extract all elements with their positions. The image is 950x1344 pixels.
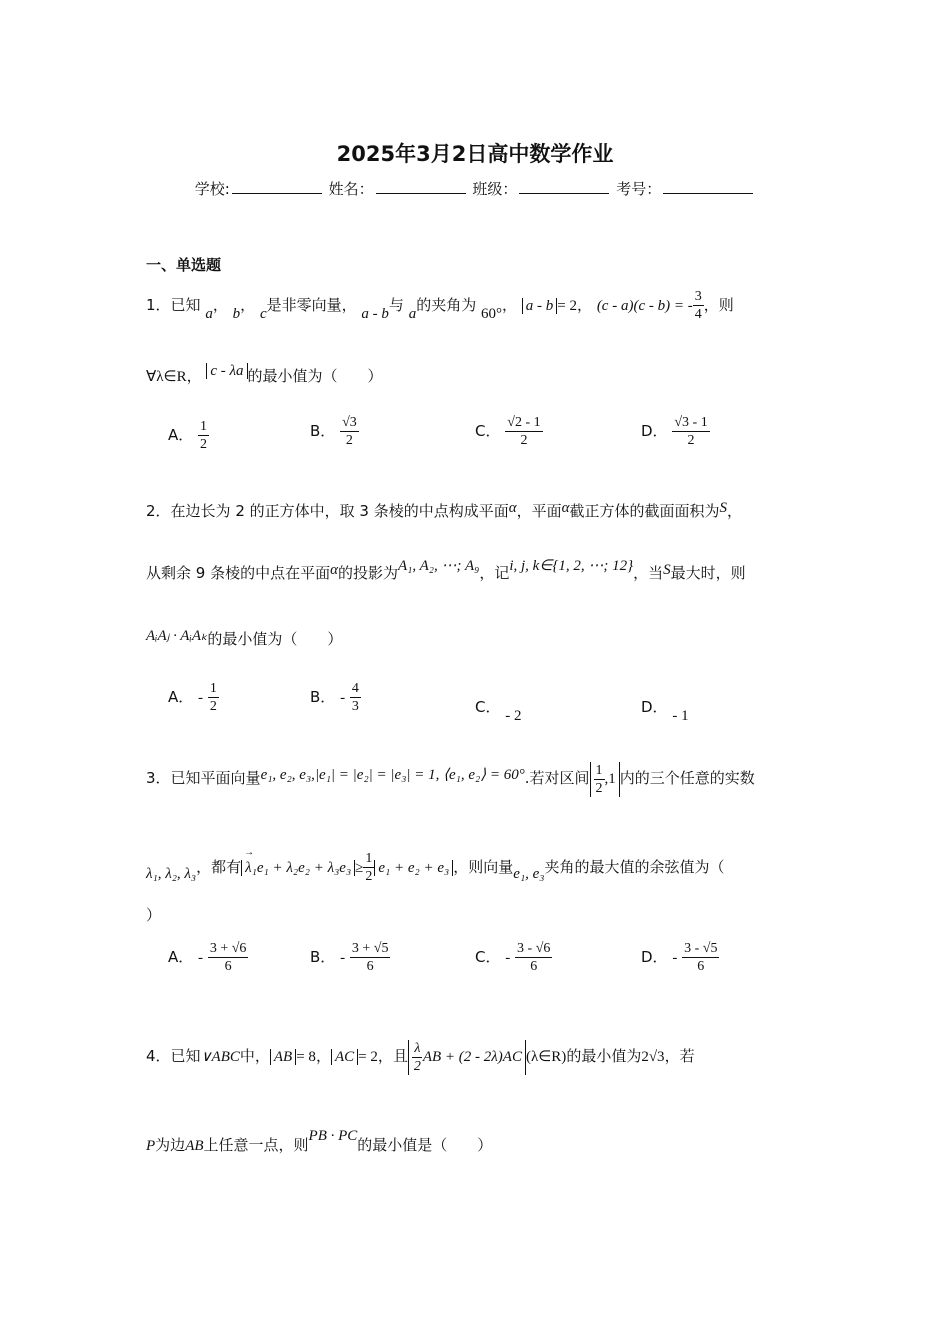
text: 最大时，则	[670, 564, 746, 582]
question-number: 3．	[146, 768, 171, 787]
numerator: 4	[351, 681, 359, 696]
text: ，记	[479, 564, 510, 582]
numerator: 1	[595, 763, 603, 778]
math-lambdas: λ₁, λ₂, λ₃	[146, 866, 197, 882]
minus-sign: -	[198, 690, 204, 706]
minus-sign: -	[340, 690, 346, 706]
text: 在边长为 2 的正方体中，取 3 条棱的中点构成平面	[170, 502, 509, 520]
option-label: A．	[168, 948, 194, 966]
denominator: 2	[209, 699, 217, 714]
math-e1-e3: e₁, e₃	[513, 866, 545, 882]
text: ，	[502, 296, 518, 314]
question-4-line-2	[146, 1128, 493, 1155]
question-3-line-1	[146, 762, 755, 797]
math-angle: 60°	[481, 306, 502, 322]
numerator: √3	[342, 415, 357, 430]
text: ，	[727, 502, 743, 520]
student-info-line	[0, 178, 950, 199]
question-4-line-1	[146, 1040, 695, 1075]
math-inequality-left: → λ₁e₁ + λ₂e₂ + λ₃e₃	[241, 860, 355, 876]
name-blank[interactable]	[376, 179, 466, 194]
q1-option-b[interactable]	[310, 414, 359, 449]
option-fraction	[682, 940, 719, 975]
option-label: C．	[475, 698, 501, 716]
option-fraction	[208, 680, 219, 715]
math-c: c	[259, 306, 267, 322]
text: 的最小值为	[566, 1046, 642, 1065]
text: ，平面	[516, 502, 562, 520]
math-ab-value: = 8	[296, 1048, 316, 1065]
q2-option-b[interactable]	[310, 680, 361, 715]
math-abs-c-minus-lambda-a: c - λa	[206, 363, 247, 379]
text: 夹角的最大值的余弦值为（	[544, 858, 725, 876]
math-vector-dot: AᵢAⱼ · AᵢAₖ	[146, 628, 208, 644]
minus-sign: -	[198, 950, 204, 966]
text: ，	[240, 296, 256, 314]
text: 内的三个任意的实数	[619, 768, 755, 787]
math-dot-product: (c - a)(c - b) = -	[596, 298, 693, 314]
text: ）	[146, 906, 162, 924]
math-a-minus-b: a - b	[361, 306, 389, 322]
math-alpha: α	[561, 500, 570, 516]
math-triangle: ∨ABC	[200, 1048, 240, 1065]
text: 从剩余 9 条棱的中点在平面	[146, 564, 331, 582]
text: 的最小值为（ ）	[247, 367, 383, 385]
math-abs-ab: AB	[270, 1049, 296, 1065]
math-min-value: 2√3	[641, 1048, 665, 1065]
option-label: D．	[641, 698, 668, 716]
question-3-line-2	[146, 850, 725, 885]
option-value: - 2	[505, 708, 522, 724]
math-alpha: α	[508, 500, 517, 516]
question-1-line-1	[146, 288, 734, 323]
class-label: 班级：	[472, 180, 518, 198]
math-ge: ≥	[355, 860, 364, 876]
text: ，都有	[196, 858, 242, 876]
exam-no-blank[interactable]	[663, 179, 753, 194]
math-s: S	[719, 500, 727, 516]
question-2-line-2	[146, 558, 746, 583]
q1-option-a[interactable]	[168, 418, 209, 453]
numerator: λ	[414, 1041, 421, 1056]
numerator: √3 - 1	[674, 415, 708, 430]
text: 已知	[170, 296, 201, 314]
denominator: 6	[366, 959, 374, 974]
math-equals-2: = 2	[557, 298, 578, 314]
numerator: 1	[200, 419, 208, 434]
minus-sign: -	[505, 950, 511, 966]
minus-sign: -	[340, 950, 346, 966]
q3-option-c[interactable]	[475, 940, 552, 975]
interval-fraction	[594, 762, 605, 797]
math-ab: AB	[185, 1138, 204, 1154]
text: 的最小值为（ ）	[207, 630, 343, 648]
denominator: 2	[365, 869, 373, 884]
text: 是非零向量，	[266, 296, 357, 314]
numerator: 3 - √5	[684, 941, 718, 956]
numerator: 1	[209, 681, 217, 696]
text: 为边	[155, 1136, 186, 1154]
half-fraction	[363, 850, 374, 885]
q2-option-d[interactable]	[641, 696, 689, 724]
option-label: B．	[310, 688, 336, 706]
q3-option-b[interactable]	[310, 940, 390, 975]
math-abs-ac: AC	[331, 1049, 358, 1065]
denominator: 2	[520, 433, 528, 448]
option-fraction	[505, 414, 542, 449]
math-s: S	[663, 562, 671, 578]
denominator: 2	[687, 433, 695, 448]
text: ，且	[377, 1046, 408, 1065]
text: 的夹角为	[416, 296, 477, 314]
option-label: A．	[168, 688, 194, 706]
q3-option-a[interactable]	[168, 940, 248, 975]
text: 中，	[239, 1046, 270, 1065]
q1-option-d[interactable]	[641, 414, 710, 449]
text: ，则	[703, 296, 734, 314]
minus-sign: -	[672, 950, 678, 966]
math-abs-a-minus-b: a - b	[522, 298, 558, 314]
question-3-line-3	[146, 904, 161, 925]
numerator: 3 + √6	[209, 941, 247, 956]
question-number: 4．	[146, 1046, 171, 1065]
q2-option-c[interactable]	[475, 696, 522, 724]
page-title: 2025年3月2日高中数学作业	[336, 142, 614, 166]
denominator: 4	[694, 307, 702, 322]
question-number: 2．	[146, 502, 171, 520]
option-label: C．	[475, 948, 501, 966]
math-lambda-condition: (λ∈R)	[525, 1048, 567, 1065]
math-projections: A₁, A₂, ⋯; A₉	[397, 558, 480, 574]
math-abs-expression	[408, 1040, 526, 1075]
section-heading: 一、单选题	[146, 256, 222, 274]
math-forall-lambda: ∀λ∈R，	[146, 369, 202, 385]
text: 与	[388, 296, 404, 314]
text: ，若	[664, 1046, 695, 1065]
option-fraction	[340, 414, 359, 449]
numerator: √2 - 1	[507, 415, 541, 430]
numerator: 1	[365, 851, 373, 866]
text: 已知平面向量	[170, 768, 261, 787]
denominator: 6	[224, 959, 232, 974]
school-blank[interactable]	[232, 179, 322, 194]
denominator: 6	[530, 959, 538, 974]
math-index-set: i, j, k∈{1, 2, ⋯; 12}	[509, 558, 634, 574]
option-label: A．	[168, 426, 194, 444]
interval-end: ,1	[604, 770, 616, 787]
denominator: 2	[345, 433, 353, 448]
text: 的最小值是（ ）	[357, 1136, 493, 1154]
question-2-line-1	[146, 500, 742, 521]
text: ，	[577, 296, 593, 314]
math-pb-dot-pc: PB · PC	[308, 1128, 358, 1144]
text: .若对区间	[524, 768, 590, 787]
option-fraction	[208, 940, 249, 975]
question-1-line-2	[146, 365, 383, 386]
question-2-line-3	[146, 628, 342, 649]
lambda-half-fraction	[412, 1040, 423, 1075]
denominator: 3	[351, 699, 359, 714]
text: 已知	[170, 1046, 201, 1065]
school-label: 学校:	[194, 180, 230, 198]
vector-expression: AB + (2 - 2λ)AC	[422, 1048, 522, 1065]
text: ，则向量	[453, 858, 514, 876]
fraction-three-quarters	[693, 288, 704, 323]
class-blank[interactable]	[519, 179, 609, 194]
math-p: P	[146, 1138, 156, 1154]
denominator: 6	[697, 959, 705, 974]
option-label: B．	[310, 948, 336, 966]
name-label: 姓名：	[328, 180, 374, 198]
text: 的投影为	[337, 564, 398, 582]
option-label: D．	[641, 422, 668, 440]
q1-option-c[interactable]	[475, 414, 543, 449]
denominator: 2	[595, 781, 603, 796]
text: 截正方体的截面面积为	[569, 502, 720, 520]
denominator: 2	[200, 437, 208, 452]
option-value: - 1	[672, 708, 689, 724]
numerator: 3 + √5	[351, 941, 389, 956]
math-inequality-right: e₁ + e₂ + e₃	[374, 860, 453, 876]
math-b: b	[232, 306, 241, 322]
math-interval	[590, 762, 620, 797]
question-number: 1．	[146, 296, 171, 314]
option-fraction	[198, 418, 209, 453]
q3-option-d[interactable]	[641, 940, 719, 975]
exam-no-label: 考号：	[616, 180, 662, 198]
numerator: 3 - √6	[517, 941, 551, 956]
option-label: B．	[310, 422, 336, 440]
option-fraction	[350, 680, 361, 715]
math-magnitudes: |e₁| = |e₂| = |e₃| = 1, ⟨e₁, e₂⟩ = 60°	[314, 766, 525, 783]
math-a: a	[205, 306, 213, 322]
text: 上任意一点，则	[203, 1136, 309, 1154]
text: ，	[315, 1046, 331, 1065]
math-vectors: e₁, e₂, e₃,	[260, 766, 315, 783]
q2-option-a[interactable]	[168, 680, 219, 715]
option-label: C．	[475, 422, 501, 440]
option-fraction	[515, 940, 552, 975]
option-fraction	[672, 414, 709, 449]
math-ac-value: = 2	[358, 1048, 378, 1065]
text: ，	[212, 296, 228, 314]
option-fraction	[350, 940, 391, 975]
option-label: D．	[641, 948, 668, 966]
denominator: 2	[413, 1059, 421, 1074]
text: ，当	[633, 564, 664, 582]
numerator: 3	[694, 289, 702, 304]
math-a: a	[408, 306, 417, 322]
math-alpha: α	[330, 562, 338, 578]
